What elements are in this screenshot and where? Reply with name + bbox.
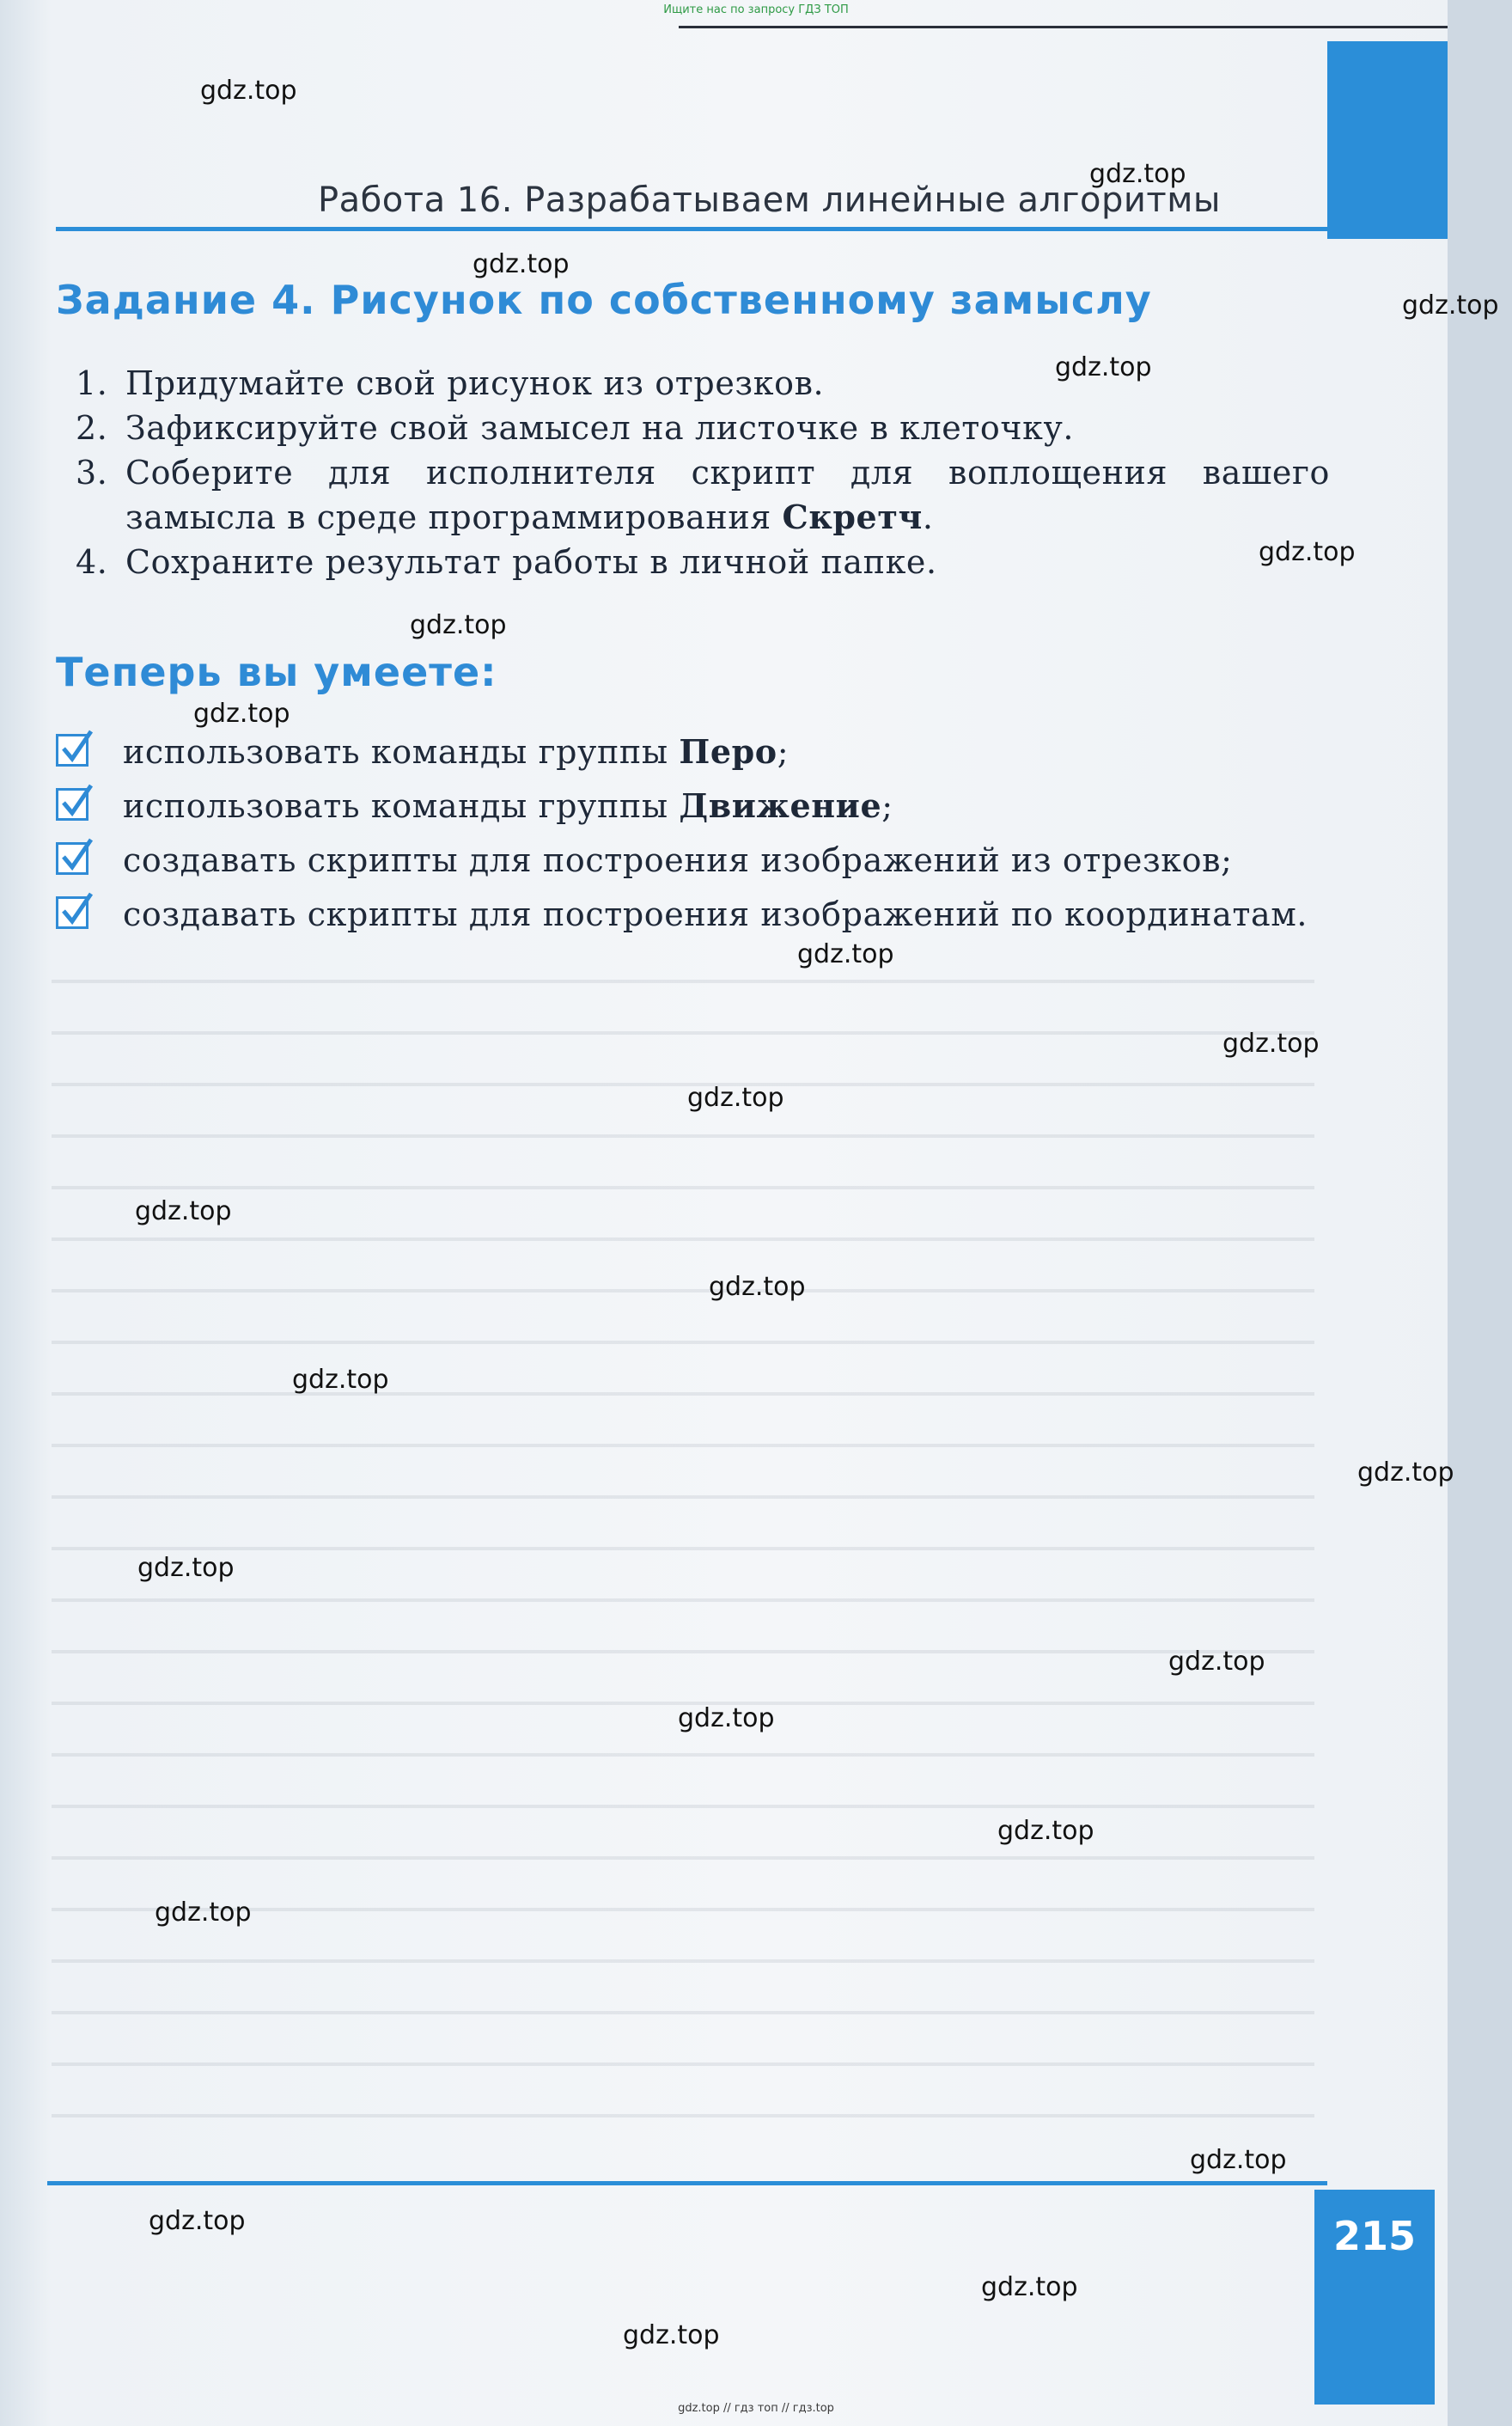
skill-item xyxy=(56,785,1336,828)
skill-text xyxy=(123,730,1336,773)
step-text: Придумайте свой рисунок из отрезков. xyxy=(125,364,825,402)
step-text: Зафиксируйте свой замысел на листочке в клеточку. xyxy=(125,409,1075,447)
checkbox-checked-icon xyxy=(56,896,88,929)
checkbox-checked-icon xyxy=(56,734,88,767)
step-text xyxy=(125,450,1330,540)
watermark: gdz.top xyxy=(1357,1457,1454,1488)
watermark: gdz.top xyxy=(155,1897,252,1928)
top-rule xyxy=(679,26,1512,28)
step-item xyxy=(76,540,1330,584)
step-item xyxy=(76,406,1330,450)
skill-text: создавать скрипты для построения изображений из отрезков; xyxy=(123,841,1233,879)
bottom-note: gdz.top // гдз топ // гдз.top xyxy=(678,2402,834,2415)
checkbox-checked-icon xyxy=(56,842,88,875)
step-text-part: . xyxy=(922,498,934,536)
skill-item xyxy=(56,893,1336,936)
watermark: gdz.top xyxy=(200,76,297,106)
watermark: gdz.top xyxy=(623,2320,720,2350)
watermark: gdz.top xyxy=(137,1553,235,1583)
page-header-title: Работа 16. Разрабатываем линейные алгоритмы xyxy=(318,180,1221,220)
watermark: gdz.top xyxy=(1055,352,1152,382)
skill-text-part: использовать команды группы xyxy=(123,733,680,771)
watermark: gdz.top xyxy=(1190,2145,1287,2175)
checkbox-checked-icon xyxy=(56,788,88,821)
watermark: gdz.top xyxy=(687,1083,784,1113)
bleed-through-background xyxy=(52,945,1314,2148)
skills-list xyxy=(56,730,1336,947)
skill-text-bold: Перо xyxy=(679,732,777,771)
watermark: gdz.top xyxy=(1402,290,1499,321)
skill-text-part: использовать команды группы xyxy=(123,787,680,825)
step-item xyxy=(76,450,1330,540)
skill-item xyxy=(56,839,1336,882)
skill-text-bold: Движение xyxy=(679,786,882,825)
step-number: 2. xyxy=(76,409,108,447)
watermark: gdz.top xyxy=(797,939,894,969)
skill-text-part: ; xyxy=(777,733,790,771)
task-title: Задание 4. Рисунок по собственному замыслу xyxy=(56,277,1152,323)
watermark: gdz.top xyxy=(1259,537,1356,567)
header-blue-tab xyxy=(1327,41,1448,239)
watermark: gdz.top xyxy=(1089,159,1186,189)
watermark: gdz.top xyxy=(193,699,290,729)
skill-text-part: ; xyxy=(881,787,893,825)
step-text-bold: Скретч xyxy=(782,498,923,536)
watermark: gdz.top xyxy=(135,1196,232,1226)
watermark: gdz.top xyxy=(472,249,570,279)
page-number: 215 xyxy=(1332,2213,1417,2259)
watermark: gdz.top xyxy=(1168,1647,1265,1677)
skill-text: создавать скрипты для построения изображений по координатам. xyxy=(123,895,1308,933)
step-number: 4. xyxy=(76,543,108,581)
right-margin-strip xyxy=(1448,0,1512,2426)
watermark: gdz.top xyxy=(981,2272,1078,2302)
step-number: 1. xyxy=(76,364,108,402)
watermark: gdz.top xyxy=(1222,1029,1320,1059)
watermark: gdz.top xyxy=(149,2206,246,2236)
step-text-part: Соберите для исполнителя скрипт для воплощения вашего замысла в среде программирования xyxy=(125,454,1330,536)
watermark: gdz.top xyxy=(410,610,507,640)
watermark: gdz.top xyxy=(678,1703,775,1733)
step-number: 3. xyxy=(76,454,108,492)
skills-title: Теперь вы умеете: xyxy=(56,649,497,695)
watermark: gdz.top xyxy=(292,1365,389,1395)
skill-item xyxy=(56,730,1336,773)
task-steps xyxy=(76,361,1330,584)
footer-rule xyxy=(47,2181,1327,2185)
top-note: Ищите нас по запросу ГДЗ ТОП xyxy=(663,3,849,16)
skill-text xyxy=(123,785,1336,828)
header-rule xyxy=(56,227,1327,231)
watermark: gdz.top xyxy=(709,1272,806,1302)
step-text: Сохраните результат работы в личной папке. xyxy=(125,543,937,581)
watermark: gdz.top xyxy=(997,1816,1094,1846)
